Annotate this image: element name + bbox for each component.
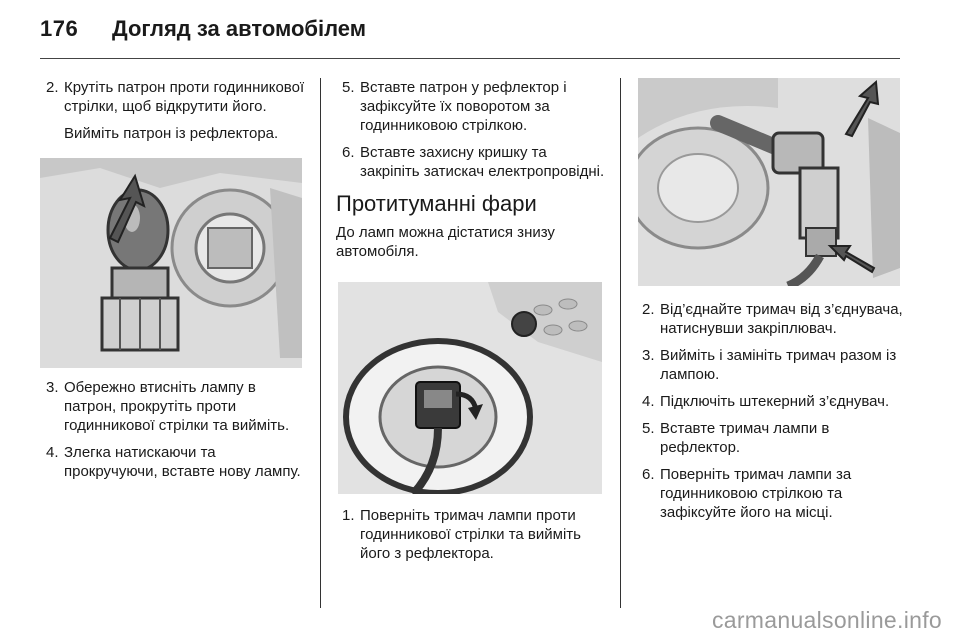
- bulb-removal-illustration: [40, 158, 302, 368]
- step-text: Підключіть штекерний з’єднувач.: [660, 393, 890, 410]
- step-number: 4.: [46, 444, 59, 461]
- section-heading: Протитуманні фари: [336, 191, 537, 216]
- step-number: 3.: [46, 379, 59, 396]
- page-header: [40, 14, 920, 50]
- step-item: [336, 506, 606, 563]
- step-item: [40, 378, 306, 435]
- step-number: 5.: [642, 420, 655, 437]
- step-number: 4.: [642, 393, 655, 410]
- step-text: Поверніть тримач лампи проти годинникової стрілки та вийміть його з рефлектора.: [360, 507, 581, 562]
- step-item: [636, 392, 910, 411]
- page-title: Догляд за автомобілем: [112, 16, 367, 41]
- figure-connector-release: [638, 78, 900, 286]
- column-3: [636, 300, 910, 530]
- step-text: Від’єднайте тримач від з’єднувача, натиснувши закріплювач.: [660, 301, 903, 337]
- step-item: [40, 78, 306, 116]
- step-text: Обережно втисніть лампу в патрон, прокрутіть проти годинникової стрілки та вийміть.: [64, 379, 290, 434]
- column-2: [336, 78, 606, 261]
- step-item: [636, 300, 910, 338]
- step-number: 2.: [642, 301, 655, 318]
- column-1: [40, 78, 306, 151]
- figure-fog-lamp-holder: [338, 282, 602, 494]
- watermark[interactable]: carmanualsonline.info: [711, 607, 942, 633]
- connector-illustration: [638, 78, 900, 286]
- step-number: 5.: [342, 79, 355, 96]
- column-divider-1: [320, 78, 321, 608]
- step-text: Злегка натискаючи та прокручуючи, вставте нову лампу.: [64, 444, 301, 480]
- step-text: Поверніть тримач лампи за годинниковою стрілкою та зафіксуйте його на місці.: [660, 466, 852, 521]
- column-2-lower: [336, 506, 606, 571]
- column-divider-2: [620, 78, 621, 608]
- step-text: Вставте тримач лампи в рефлектор.: [660, 420, 830, 456]
- page-number: 176: [40, 16, 79, 41]
- step-number: 3.: [642, 347, 655, 364]
- step-item: [636, 465, 910, 522]
- figure-bulb-removal: [40, 158, 302, 368]
- step-number: 6.: [342, 144, 355, 161]
- step-item: [336, 143, 606, 181]
- step-item: [336, 78, 606, 135]
- header-divider: [40, 58, 900, 59]
- column-1-lower: [40, 378, 306, 489]
- step-text: Крутіть патрон проти годинникової стрілки, щоб відкрутити його.: [64, 79, 305, 115]
- fog-lamp-illustration: [338, 282, 602, 494]
- step-number: 2.: [46, 79, 59, 96]
- step-number: 1.: [342, 507, 355, 524]
- step-number: 6.: [642, 466, 655, 483]
- step-item: [40, 443, 306, 481]
- step-text: Вставте захисну кришку та закріпіть затискач електропровідні.: [360, 144, 605, 180]
- section-intro: До ламп можна дістатися знизу автомобіля.: [336, 224, 555, 260]
- step-text: Вставте патрон у рефлектор і зафіксуйте їх поворотом за годинниковою стрілкою.: [360, 79, 567, 134]
- step-item: [636, 346, 910, 384]
- step-item: [636, 419, 910, 457]
- step-text: Вийміть і замініть тримач разом із лампою.: [660, 347, 897, 383]
- note-text: Вийміть патрон із рефлектора.: [64, 125, 279, 142]
